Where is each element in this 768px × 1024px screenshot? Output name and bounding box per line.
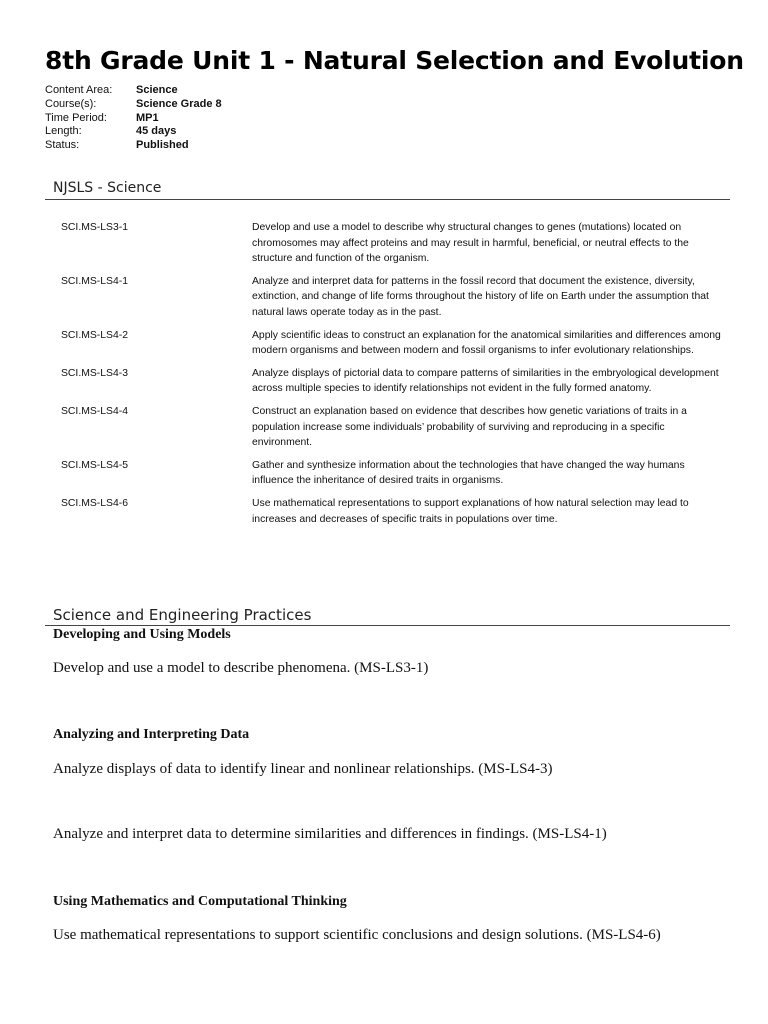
- meta-row-courses: [45, 98, 222, 112]
- standard-code: SCI.MS-LS4-4: [61, 405, 128, 417]
- meta-value: Science Grade 8: [136, 97, 222, 110]
- meta-row-content-area: [45, 84, 222, 98]
- practice-subheading: Developing and Using Models: [53, 627, 231, 642]
- page-title: 8th Grade Unit 1 - Natural Selection and Evolution: [45, 46, 744, 75]
- sep-divider: [45, 625, 730, 626]
- standard-code: SCI.MS-LS3-1: [61, 222, 128, 233]
- standard-row: [61, 458, 723, 489]
- standard-description: Gather and synthesize information about the technologies that have changed the way humans influence the inheritance of desired traits in organisms.: [252, 459, 685, 487]
- unit-metadata: [45, 84, 222, 153]
- standard-row: [61, 366, 723, 397]
- standard-description: Construct an explanation based on evidence that describes how genetic variations of traits in a population increase some individuals’ probability of surviving and reproducing in a specific environment.: [252, 405, 687, 449]
- sep-heading: Science and Engineering Practices: [53, 606, 312, 624]
- standards-table: [61, 220, 723, 534]
- standard-description: Apply scientific ideas to construct an explanation for the anatomical similarities and differences among modern organisms and between modern and fossil organisms to infer evolutionary relationships.: [252, 329, 721, 357]
- meta-label: Length:: [45, 125, 82, 138]
- standard-description: Analyze and interpret data for patterns in the fossil record that document the existence, diversity, extinction, and change of life forms throughout the history of life on Earth under the assumption that natural laws operate today as in the past.: [252, 275, 709, 318]
- standard-description: Analyze displays of pictorial data to compare patterns of similarities in the embryological development across multiple species to identify relationships not evident in the fully formed anatomy.: [252, 367, 719, 395]
- standard-code: SCI.MS-LS4-6: [61, 497, 128, 509]
- njsls-heading: NJSLS - Science: [53, 180, 162, 196]
- practice-text: Develop and use a model to describe phenomena. (MS-LS3-1): [53, 660, 429, 676]
- practice-subheading: Using Mathematics and Computational Thinking: [53, 894, 347, 909]
- standard-row: [61, 404, 723, 451]
- standard-description: Develop and use a model to describe why structural changes to genes (mutations) located on chromosomes may affect proteins and may result in harmful, beneficial, or neutral effects to the structure and function of the organism.: [252, 222, 689, 265]
- meta-value: Published: [136, 139, 189, 152]
- meta-value: Science: [136, 84, 178, 96]
- standard-row: [61, 274, 723, 321]
- standard-code: SCI.MS-LS4-1: [61, 275, 128, 287]
- standard-row: [61, 220, 723, 267]
- standard-code: SCI.MS-LS4-3: [61, 367, 128, 379]
- practice-text: Use mathematical representations to support scientific conclusions and design solutions. (MS-LS4-6): [53, 927, 661, 943]
- njsls-divider: [45, 199, 730, 200]
- meta-row-time-period: [45, 112, 222, 126]
- meta-row-length: [45, 125, 222, 139]
- meta-label: Content Area:: [45, 84, 113, 96]
- meta-row-status: [45, 139, 222, 153]
- standard-description: Use mathematical representations to support explanations of how natural selection may lead to increases and decreases of specific traits in populations over time.: [252, 497, 689, 525]
- standard-code: SCI.MS-LS4-5: [61, 459, 128, 471]
- standard-row: [61, 328, 723, 359]
- practice-subheading: Analyzing and Interpreting Data: [53, 727, 250, 742]
- meta-label: Course(s):: [45, 97, 97, 110]
- practice-text: Analyze and interpret data to determine similarities and differences in findings. (MS-LS4-1): [53, 826, 607, 842]
- meta-value: MP1: [136, 111, 159, 124]
- meta-label: Status:: [45, 139, 80, 152]
- meta-value: 45 days: [136, 125, 177, 138]
- meta-label: Time Period:: [45, 111, 107, 124]
- practice-text: Analyze displays of data to identify linear and nonlinear relationships. (MS-LS4-3): [53, 761, 553, 777]
- standard-code: SCI.MS-LS4-2: [61, 329, 128, 341]
- standard-row: [61, 496, 723, 527]
